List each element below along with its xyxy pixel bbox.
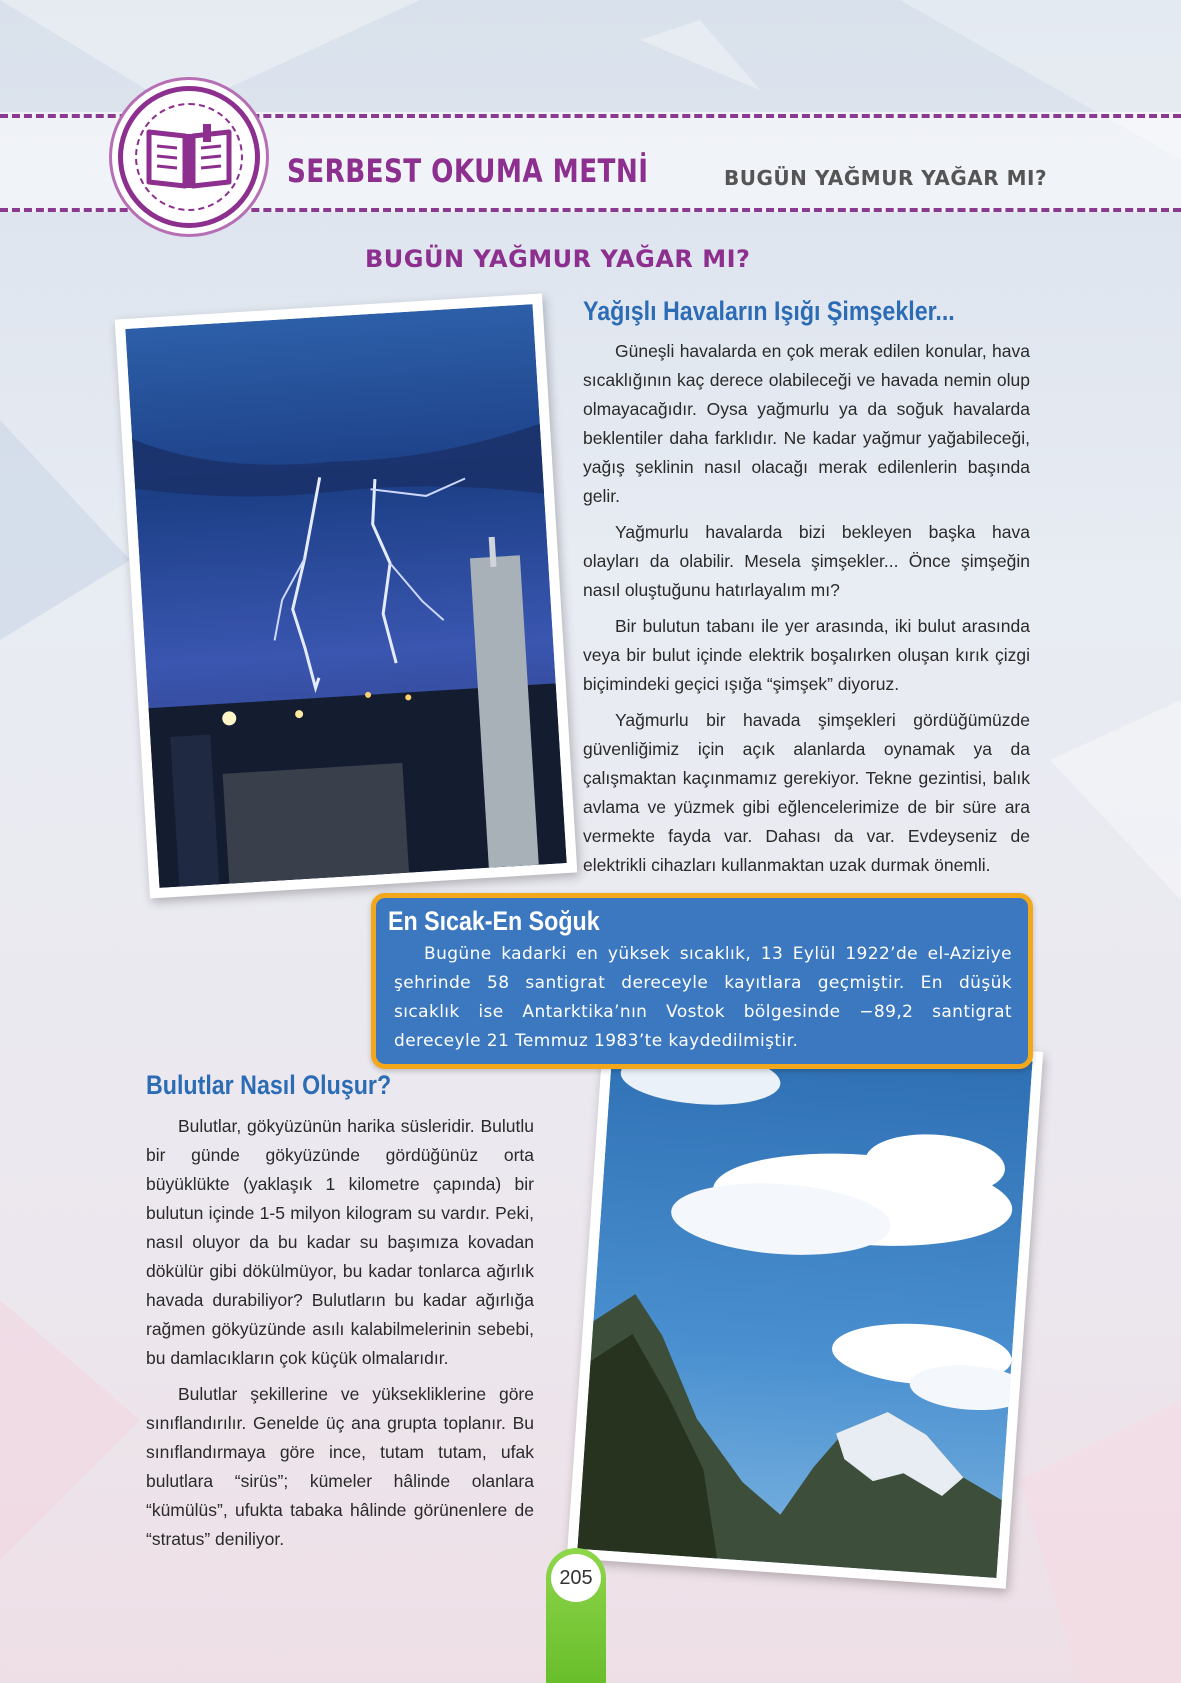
info-box <box>371 893 1033 1069</box>
lightning-paragraph: Bir bulutun tabanı ile yer arasında, iki bulut arasında veya bir bulut içinde elektrik boşalırken oluşan kırık çizgi biçimindeki geçici ışığa “şimşek” diyoruz. <box>583 616 1030 694</box>
section-title: SERBEST OKUMA METNİ <box>287 152 649 190</box>
reading-badge <box>118 86 260 228</box>
clouds-heading: Bulutlar Nasıl Oluşur? <box>146 1070 392 1100</box>
page-number: 205 <box>551 1554 601 1602</box>
clouds-paragraph: Bulutlar, gökyüzünün harika süsleridir. Bulutlu bir günde gökyüzünde gördüğünüz orta büyüklükte (yaklaşık 1 kilometre çapında) bir bulutun içinde 1-5 milyon kilogram su vardır. Peki, nasıl oluyor da bu kadar su başımıza kovadan dökülür gibi dökülmüyor, bu kadar tonlarca ağırlık havada durabiliyor? Bulutların bu kadar ağırlığa rağmen gökyüzünde asılı kalabilmelerinin sebebi, bu damlacıkların çok küçük olmalarıdır. <box>146 1116 534 1368</box>
clouds-photo-frame <box>567 1021 1043 1588</box>
clouds-paragraph: Bulutlar şekillerine ve yüksekliklerine göre sınıflandırılır. Genelde üç ana grupta toplanır. Bu sınıflandırmaya göre ince, tutam tutam, ufak bulutlara “sirüs”; kümeler hâlinde olanlara “kümülüs”, ufukta tabaka hâlinde görünenlere de “stratus” deniliyor. <box>146 1384 534 1549</box>
info-box-title: En Sıcak-En Soğuk <box>388 906 600 936</box>
lightning-text <box>583 337 1030 887</box>
lightning-paragraph: Güneşli havalarda en çok merak edilen konular, hava sıcaklığının kaç derece olabileceği ve havada nemin olup olmayacağıdır. Oysa yağmurlu ya da soğuk havalarda beklentiler daha farklıdır. Ne kadar yağmur yağabileceği, yağış şeklinin nasıl olacağı merak edilenlerin başında gelir. <box>583 341 1030 506</box>
lightning-photo <box>125 304 566 888</box>
badge-ring <box>135 103 243 211</box>
lightning-heading: Yağışlı Havaların Işığı Şimşekler... <box>583 296 955 326</box>
lightning-paragraph: Yağmurlu havalarda bizi bekleyen başka hava olayları da olabilir. Mesela şimşekler... Önce şimşeğin nasıl oluştuğunu hatırlayalım mı? <box>583 522 1030 600</box>
lightning-photo-frame <box>115 293 578 898</box>
clouds-photo <box>577 1032 1032 1578</box>
clouds-text <box>146 1112 534 1561</box>
page-title: BUGÜN YAĞMUR YAĞAR MI? <box>365 245 751 273</box>
header-subtitle: BUGÜN YAĞMUR YAĞAR MI? <box>724 166 1048 190</box>
lightning-paragraph: Yağmurlu bir havada şimşekleri gördüğümüzde güvenliğimiz için açık alanlarda oynamak ya da çalışmaktan kaçınmamız gerekiyor. Tekne gezintisi, balık avlama ve yüzmek gibi eğlencelerimize de bir süre ara vermekte fayda var. Dahası da var. Evdeyseniz de elektrikli cihazları kullanmaktan uzak durmak önemli. <box>583 710 1030 875</box>
info-box-text: Bugüne kadarki en yüksek sıcaklık, 13 Eylül 1922’de el-Aziziye şehrinde 58 santigrat dereceyle kayıtlara geçmiştir. En düşük sıcaklık ise Antarktika’nın Vostok bölgesinde −89,2 santigrat dereceyle 21 Temmuz 1983’te kaydedilmiştir. <box>394 944 1012 1051</box>
